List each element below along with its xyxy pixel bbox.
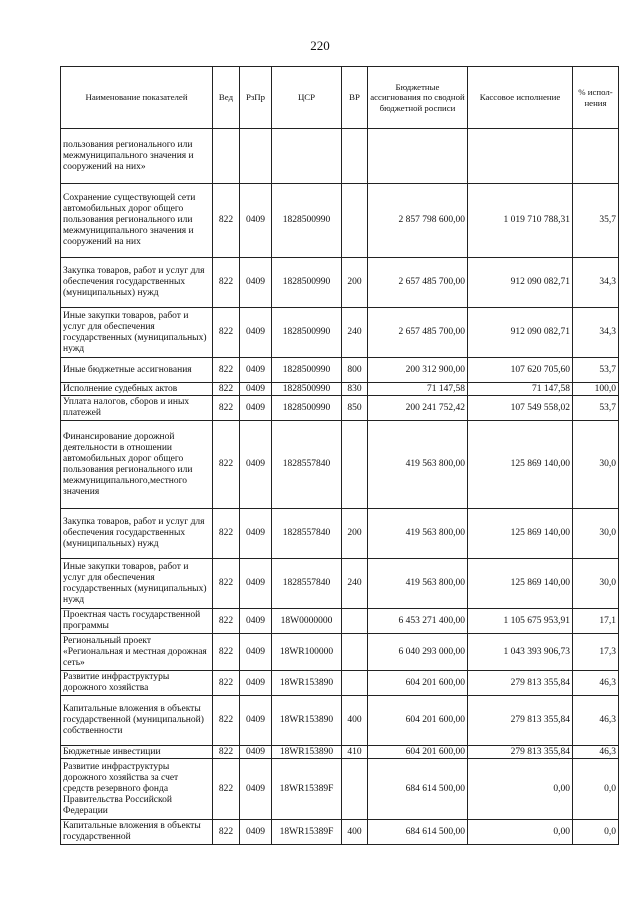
cell-ved (213, 129, 240, 184)
cell-csr: 18WR153890 (272, 696, 342, 746)
cell-budget: 6 453 271 400,00 (368, 609, 468, 634)
cell-kassa: 125 869 140,00 (468, 421, 573, 509)
cell-pct: 46,3 (573, 671, 619, 696)
cell-name: Закупка товаров, работ и услуг для обеспечения государственных (муниципальных) нужд (61, 258, 213, 308)
cell-pct: 34,3 (573, 258, 619, 308)
cell-csr: 18WR15389F (272, 820, 342, 845)
cell-csr: 18W0000000 (272, 609, 342, 634)
col-header-percent: % испол-нения (573, 67, 619, 129)
cell-ved: 822 (213, 746, 240, 759)
cell-budget: 604 201 600,00 (368, 696, 468, 746)
cell-budget: 419 563 800,00 (368, 559, 468, 609)
cell-rzpr: 0409 (240, 308, 272, 358)
cell-ved: 822 (213, 609, 240, 634)
cell-rzpr: 0409 (240, 746, 272, 759)
col-header-ved: Вед (213, 67, 240, 129)
table-row (61, 559, 619, 609)
cell-pct: 0,0 (573, 820, 619, 845)
cell-ved: 822 (213, 696, 240, 746)
cell-pct: 46,3 (573, 746, 619, 759)
table-row (61, 184, 619, 258)
cell-rzpr: 0409 (240, 383, 272, 396)
cell-budget: 419 563 800,00 (368, 421, 468, 509)
cell-budget: 2 657 485 700,00 (368, 258, 468, 308)
cell-kassa: 0,00 (468, 820, 573, 845)
cell-vr (342, 184, 368, 258)
cell-pct: 53,7 (573, 358, 619, 383)
cell-name: Проектная часть государственной программы (61, 609, 213, 634)
budget-table (60, 66, 619, 845)
cell-ved: 822 (213, 258, 240, 308)
cell-ved: 822 (213, 184, 240, 258)
cell-csr: 18WR153890 (272, 746, 342, 759)
cell-budget: 200 312 900,00 (368, 358, 468, 383)
cell-kassa: 1 019 710 788,31 (468, 184, 573, 258)
cell-name: Капитальные вложения в объекты государственной (61, 820, 213, 845)
cell-budget: 2 657 485 700,00 (368, 308, 468, 358)
table-row (61, 383, 619, 396)
cell-rzpr: 0409 (240, 820, 272, 845)
cell-csr: 1828557840 (272, 509, 342, 559)
cell-vr: 200 (342, 509, 368, 559)
cell-name: Уплата налогов, сборов и иных платежей (61, 396, 213, 421)
table-row (61, 759, 619, 820)
col-header-name: Наименование показателей (61, 67, 213, 129)
cell-budget: 684 614 500,00 (368, 759, 468, 820)
cell-rzpr: 0409 (240, 258, 272, 308)
cell-budget: 2 857 798 600,00 (368, 184, 468, 258)
cell-name: Иные бюджетные ассигнования (61, 358, 213, 383)
cell-ved: 822 (213, 671, 240, 696)
table-row (61, 358, 619, 383)
cell-vr: 240 (342, 308, 368, 358)
cell-name: Капитальные вложения в объекты государственной (муниципальной) собственности (61, 696, 213, 746)
cell-kassa: 107 620 705,60 (468, 358, 573, 383)
table-row (61, 129, 619, 184)
table-row (61, 609, 619, 634)
cell-rzpr: 0409 (240, 696, 272, 746)
cell-vr (342, 609, 368, 634)
cell-pct: 17,1 (573, 609, 619, 634)
table-row (61, 308, 619, 358)
cell-vr (342, 671, 368, 696)
cell-rzpr: 0409 (240, 358, 272, 383)
cell-rzpr: 0409 (240, 634, 272, 671)
cell-ved: 822 (213, 396, 240, 421)
cell-vr: 850 (342, 396, 368, 421)
cell-kassa: 279 813 355,84 (468, 746, 573, 759)
cell-kassa (468, 129, 573, 184)
col-header-rzpr: РзПр (240, 67, 272, 129)
cell-csr: 1828500990 (272, 184, 342, 258)
cell-name: Иные закупки товаров, работ и услуг для обеспечения государственных (муниципальных) нужд (61, 559, 213, 609)
table-row (61, 421, 619, 509)
cell-budget: 6 040 293 000,00 (368, 634, 468, 671)
cell-ved: 822 (213, 509, 240, 559)
cell-csr: 1828500990 (272, 258, 342, 308)
cell-ved: 822 (213, 820, 240, 845)
cell-name: Сохранение существующей сети автомобильных дорог общего пользования регионального или межмуниципального значения и сооружений на них (61, 184, 213, 258)
cell-vr: 410 (342, 746, 368, 759)
cell-csr: 1828557840 (272, 421, 342, 509)
table-row (61, 671, 619, 696)
cell-pct: 34,3 (573, 308, 619, 358)
cell-budget: 684 614 500,00 (368, 820, 468, 845)
cell-kassa: 125 869 140,00 (468, 559, 573, 609)
cell-csr: 18WR100000 (272, 634, 342, 671)
page-number: 220 (310, 38, 330, 53)
cell-name: Развитие инфраструктуры дорожного хозяйства за счет средств резервного фонда Правительства Российской Федерации (61, 759, 213, 820)
table-row (61, 634, 619, 671)
cell-pct: 46,3 (573, 696, 619, 746)
table-row (61, 509, 619, 559)
cell-name: Закупка товаров, работ и услуг для обеспечения государственных (муниципальных) нужд (61, 509, 213, 559)
cell-rzpr: 0409 (240, 759, 272, 820)
cell-ved: 822 (213, 308, 240, 358)
cell-budget: 604 201 600,00 (368, 671, 468, 696)
cell-csr: 1828500990 (272, 396, 342, 421)
cell-name: пользования регионального или межмуниципального значения и сооружений на них» (61, 129, 213, 184)
cell-ved: 822 (213, 421, 240, 509)
cell-rzpr: 0409 (240, 421, 272, 509)
cell-vr: 400 (342, 820, 368, 845)
cell-pct: 53,7 (573, 396, 619, 421)
cell-vr: 400 (342, 696, 368, 746)
cell-ved: 822 (213, 559, 240, 609)
cell-rzpr (240, 129, 272, 184)
cell-budget: 71 147,58 (368, 383, 468, 396)
cell-rzpr: 0409 (240, 396, 272, 421)
cell-pct: 100,0 (573, 383, 619, 396)
table-row (61, 696, 619, 746)
cell-budget (368, 129, 468, 184)
cell-name: Бюджетные инвестиции (61, 746, 213, 759)
table-row (61, 258, 619, 308)
cell-vr (342, 421, 368, 509)
cell-kassa: 912 090 082,71 (468, 308, 573, 358)
cell-pct: 17,3 (573, 634, 619, 671)
cell-pct: 30,0 (573, 559, 619, 609)
cell-csr: 18WR15389F (272, 759, 342, 820)
cell-name: Исполнение судебных актов (61, 383, 213, 396)
cell-pct: 30,0 (573, 509, 619, 559)
cell-vr: 200 (342, 258, 368, 308)
cell-kassa: 1 043 393 906,73 (468, 634, 573, 671)
cell-csr: 1828500990 (272, 383, 342, 396)
cell-ved: 822 (213, 383, 240, 396)
cell-vr: 800 (342, 358, 368, 383)
cell-kassa: 107 549 558,02 (468, 396, 573, 421)
cell-csr: 1828557840 (272, 559, 342, 609)
table-row (61, 746, 619, 759)
col-header-vr: ВР (342, 67, 368, 129)
cell-csr: 1828500990 (272, 358, 342, 383)
cell-vr (342, 634, 368, 671)
cell-budget: 604 201 600,00 (368, 746, 468, 759)
col-header-budget: Бюджетные ассигнования по сводной бюджетной росписи (368, 67, 468, 129)
cell-kassa: 125 869 140,00 (468, 509, 573, 559)
cell-budget: 200 241 752,42 (368, 396, 468, 421)
cell-kassa: 0,00 (468, 759, 573, 820)
cell-ved: 822 (213, 358, 240, 383)
cell-pct: 0,0 (573, 759, 619, 820)
cell-vr (342, 759, 368, 820)
cell-rzpr: 0409 (240, 671, 272, 696)
cell-vr: 240 (342, 559, 368, 609)
cell-csr: 18WR153890 (272, 671, 342, 696)
cell-budget: 419 563 800,00 (368, 509, 468, 559)
cell-ved: 822 (213, 759, 240, 820)
table-row (61, 820, 619, 845)
table-row (61, 396, 619, 421)
cell-pct: 30,0 (573, 421, 619, 509)
cell-kassa: 279 813 355,84 (468, 696, 573, 746)
cell-csr (272, 129, 342, 184)
cell-kassa: 71 147,58 (468, 383, 573, 396)
cell-rzpr: 0409 (240, 559, 272, 609)
cell-pct: 35,7 (573, 184, 619, 258)
cell-kassa: 279 813 355,84 (468, 671, 573, 696)
cell-rzpr: 0409 (240, 509, 272, 559)
cell-name: Развитие инфраструктуры дорожного хозяйства (61, 671, 213, 696)
table-header-row (61, 67, 619, 129)
cell-kassa: 1 105 675 953,91 (468, 609, 573, 634)
cell-rzpr: 0409 (240, 609, 272, 634)
col-header-kassa: Кассовое исполнение (468, 67, 573, 129)
cell-rzpr: 0409 (240, 184, 272, 258)
cell-ved: 822 (213, 634, 240, 671)
cell-vr (342, 129, 368, 184)
table-body (61, 129, 619, 845)
cell-pct (573, 129, 619, 184)
cell-name: Региональный проект «Региональная и местная дорожная сеть» (61, 634, 213, 671)
cell-csr: 1828500990 (272, 308, 342, 358)
cell-name: Финансирование дорожной деятельности в отношении автомобильных дорог общего пользования регионального или межмуниципального,местного значения (61, 421, 213, 509)
cell-vr: 830 (342, 383, 368, 396)
cell-name: Иные закупки товаров, работ и услуг для обеспечения государственных (муниципальных) нужд (61, 308, 213, 358)
col-header-csr: ЦСР (272, 67, 342, 129)
cell-kassa: 912 090 082,71 (468, 258, 573, 308)
